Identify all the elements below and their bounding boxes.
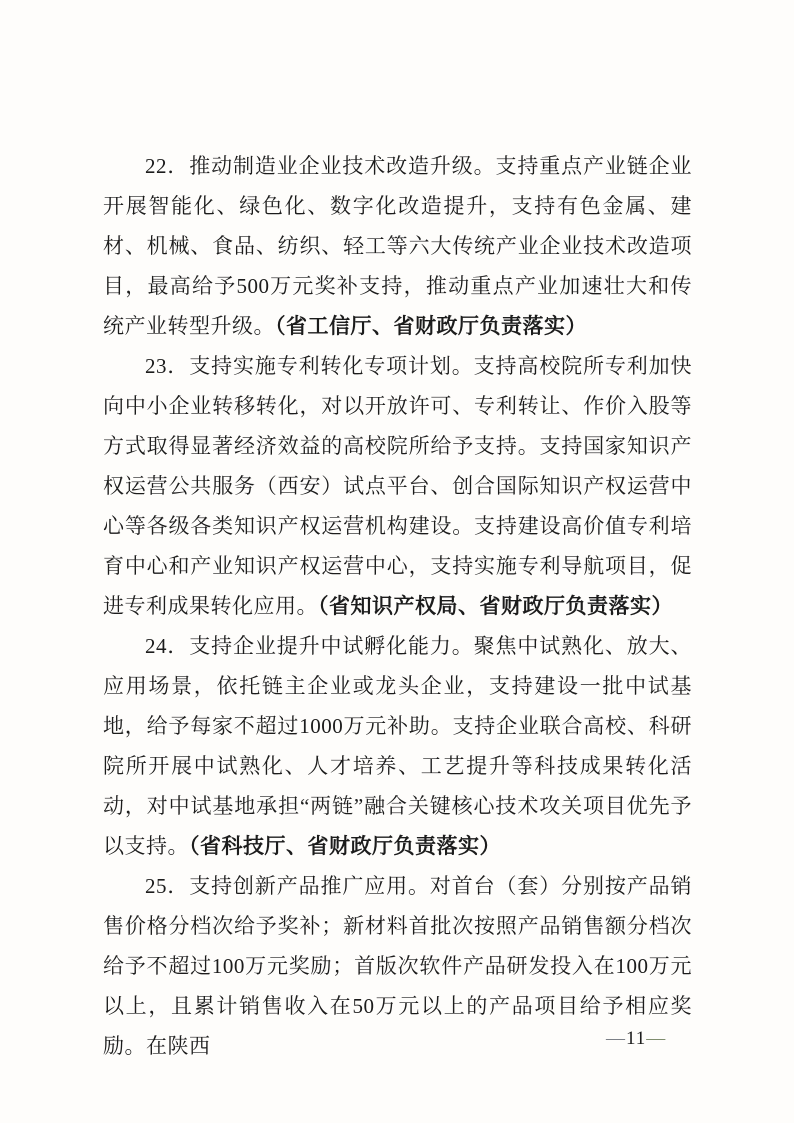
responsible-department-label: （省科技厅、省财政厅负责落实） — [189, 834, 501, 858]
paragraph-text: 25．支持创新产品推广应用。对首台（套）分别按产品销售价格分档次给予奖补；新材料首批次按照产品销售额分档次给予不超过100万元奖励；首版次软件产品研发投入在100万元以上，且累计销售收入在50万元以上的产品项目给予相应奖励。在陕西 — [103, 874, 692, 1058]
page-number-dash-left: — — [606, 1028, 626, 1049]
paragraph-text: 22．推动制造业企业技术改造升级。支持重点产业链企业开展智能化、绿色化、数字化改造提升，支持有色金属、建材、机械、食品、纺织、轻工等六大传统产业企业技术改造项目，最高给予500万元奖补支持，推动重点产业加速壮大和传统产业转型升级。 — [103, 154, 692, 338]
page-number-value: 11 — [626, 1028, 647, 1049]
page-number — [606, 1026, 666, 1052]
responsible-department-label: （省知识产权局、省财政厅负责落实） — [318, 594, 673, 618]
paragraph-item-23 — [103, 346, 692, 626]
paragraph-item-25 — [103, 866, 692, 1066]
paragraph-text: 23．支持实施专利转化专项计划。支持高校院所专利加快向中小企业转移转化，对以开放许可、专利转让、作价入股等方式取得显著经济效益的高校院所给予支持。支持国家知识产权运营公共服务（西安）试点平台、创合国际知识产权运营中心等各级各类知识产权运营机构建设。支持建设高价值专利培育中心和产业知识产权运营中心，支持实施专利导航项目，促进专利成果转化应用。 — [103, 354, 692, 618]
paragraph-text: 24．支持企业提升中试孵化能力。聚焦中试熟化、放大、应用场景，依托链主企业或龙头企业，支持建设一批中试基地，给予每家不超过1000万元补助。支持企业联合高校、科研院所开展中试熟化、人才培养、工艺提升等科技成果转化活动，对中试基地承担“两链”融合关键核心技术攻关项目优先予以支持。 — [103, 634, 692, 858]
paragraph-item-24 — [103, 626, 692, 866]
document-body — [103, 146, 692, 1066]
page-number-dash-right: — — [646, 1028, 667, 1049]
paragraph-item-22 — [103, 146, 692, 346]
responsible-department-label: （省工信厅、省财政厅负责落实） — [275, 314, 587, 338]
